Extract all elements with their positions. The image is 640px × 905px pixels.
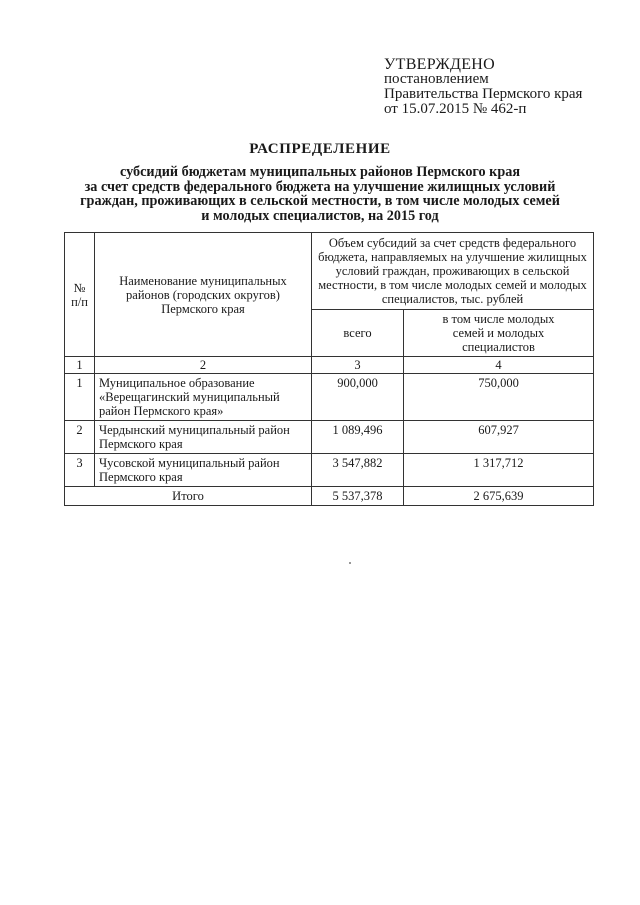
summary-young: 2 675,639	[404, 487, 594, 506]
row-num: 1	[65, 374, 95, 421]
row-name: Муниципальное образование «Верещагинский муниципальный район Пермского края»	[95, 374, 312, 421]
summary-label: Итого	[65, 487, 312, 506]
header-num: № п/п	[65, 233, 95, 357]
approval-title: УТВЕРЖДЕНО	[384, 56, 496, 73]
table-row	[65, 454, 594, 487]
row-total: 3 547,882	[312, 454, 404, 487]
scan-speck	[349, 562, 351, 564]
row-total: 1 089,496	[312, 421, 404, 454]
column-number: 2	[95, 357, 312, 374]
row-num: 3	[65, 454, 95, 487]
row-name: Чусовской муниципальный район Пермского края	[95, 454, 312, 487]
subtitle-line: субсидий бюджетам муниципальных районов Пермского края	[120, 164, 520, 180]
table-row	[65, 374, 594, 421]
subtitle-line: и молодых специалистов, на 2015 год	[201, 207, 439, 224]
summary-total: 5 537,378	[312, 487, 404, 506]
row-young: 750,000	[404, 374, 594, 421]
column-number: 4	[404, 357, 594, 374]
header-young: в том числе молодых семей и молодых специалистов	[404, 310, 594, 357]
table-row	[65, 421, 594, 454]
approval-line: Правительства Пермского края	[384, 86, 583, 102]
row-young: 1 317,712	[404, 454, 594, 487]
subsidy-table	[64, 232, 594, 506]
header-total: всего	[312, 310, 404, 357]
column-number: 3	[312, 357, 404, 374]
row-num: 2	[65, 421, 95, 454]
document-subtitle	[60, 165, 580, 223]
summary-row	[65, 487, 594, 506]
column-number: 1	[65, 357, 95, 374]
document-title-block	[60, 141, 580, 223]
header-volume: Объем субсидий за счет средств федерального бюджета, направляемых на улучшение жилищных условий граждан, проживающих в сельской местности, в том числе молодых семей и молодых специалистов, тыс. рублей	[312, 233, 594, 310]
approval-line: от 15.07.2015 № 462-п	[384, 101, 527, 117]
approval-line: постановлением	[384, 71, 489, 87]
header-name: Наименование муниципальных районов (городских округов) Пермского края	[95, 233, 312, 357]
subtitle-line: граждан, проживающих в сельской местности, в том числе молодых семей	[80, 193, 560, 209]
subtitle-line: за счет средств федерального бюджета на улучшение жилищных условий	[84, 178, 556, 195]
row-young: 607,927	[404, 421, 594, 454]
document-heading: РАСПРЕДЕЛЕНИЕ	[249, 141, 391, 157]
row-total: 900,000	[312, 374, 404, 421]
row-name: Чердынский муниципальный район Пермского края	[95, 421, 312, 454]
approval-stamp	[384, 57, 624, 117]
